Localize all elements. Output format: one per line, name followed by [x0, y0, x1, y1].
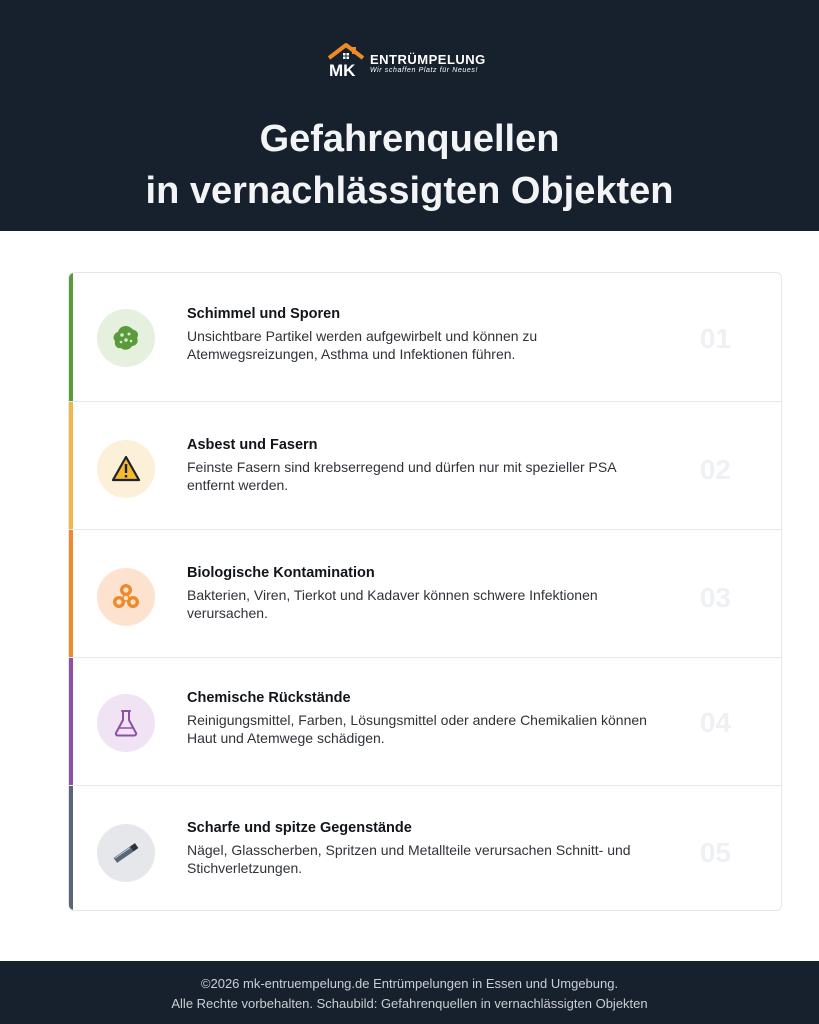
icon-badge	[97, 440, 155, 498]
page-title	[0, 113, 819, 217]
icon-badge	[97, 694, 155, 752]
hazard-description: Feinste Fasern sind krebserregend und dürfen nur mit spezieller PSA entfernt werden.	[187, 459, 616, 493]
mold-icon	[111, 323, 141, 353]
page-title-line-2: in vernachlässigten Objekten	[145, 170, 674, 212]
footer-copyright: ©2026 mk-entruempelung.de Entrümpelungen in Essen und Umgebung.	[200, 976, 619, 991]
icon-badge	[97, 824, 155, 882]
accent-bar	[69, 402, 73, 530]
flask-icon	[111, 708, 141, 738]
accent-bar	[69, 273, 73, 401]
hazard-item-asbestos	[69, 401, 781, 530]
hazard-number: 05	[699, 837, 731, 868]
hazard-title: Scharfe und spitze Gegenstände	[187, 820, 412, 836]
blade-icon	[111, 838, 141, 868]
accent-bar	[69, 658, 73, 786]
hazard-title: Chemische Rückstände	[187, 690, 351, 706]
hazard-title: Schimmel und Sporen	[187, 306, 341, 322]
biohazard-icon	[111, 582, 141, 612]
brand-logo[interactable]	[326, 42, 496, 78]
hazard-item-sharp	[69, 785, 781, 911]
hazard-description: Nägel, Glasscherben, Spritzen und Metallteile verursachen Schnitt- und Stichverletzungen.	[187, 842, 631, 876]
hazard-title: Asbest und Fasern	[187, 437, 318, 453]
footer	[0, 961, 819, 1024]
accent-bar	[69, 786, 73, 911]
hazard-number: 01	[699, 323, 731, 354]
icon-badge	[97, 568, 155, 626]
hazard-item-biological	[69, 529, 781, 658]
brand-tagline: Wir schaffen Platz für Neues!	[370, 67, 478, 74]
header	[0, 0, 819, 231]
hazard-list	[68, 272, 782, 911]
brand-name: ENTRÜMPELUNG	[370, 52, 486, 67]
hazard-item-chemical	[69, 657, 781, 786]
page-title-line-1: Gefahrenquellen	[259, 118, 560, 160]
house-logo-icon	[326, 42, 366, 78]
hazard-item-mold	[69, 273, 781, 401]
hazard-number: 02	[699, 454, 731, 485]
hazard-description: Bakterien, Viren, Tierkot und Kadaver können schwere Infektionen verursachen.	[187, 587, 598, 621]
brand-initials: MK	[329, 61, 356, 78]
icon-badge	[97, 309, 155, 367]
warning-icon	[111, 454, 141, 484]
hazard-number: 03	[699, 582, 731, 613]
hazard-title: Biologische Kontamination	[187, 565, 375, 581]
hazard-description: Unsichtbare Partikel werden aufgewirbelt und können zu Atemwegsreizungen, Asthma und Infektionen führen.	[187, 328, 538, 362]
hazard-description: Reinigungsmittel, Farben, Lösungsmittel oder andere Chemikalien können Haut und Atemwege schädigen.	[187, 712, 647, 746]
accent-bar	[69, 530, 73, 658]
footer-rights: Alle Rechte vorbehalten. Schaubild: Gefahrenquellen in vernachlässigten Objekten	[171, 996, 648, 1011]
hazard-number: 04	[699, 707, 731, 738]
